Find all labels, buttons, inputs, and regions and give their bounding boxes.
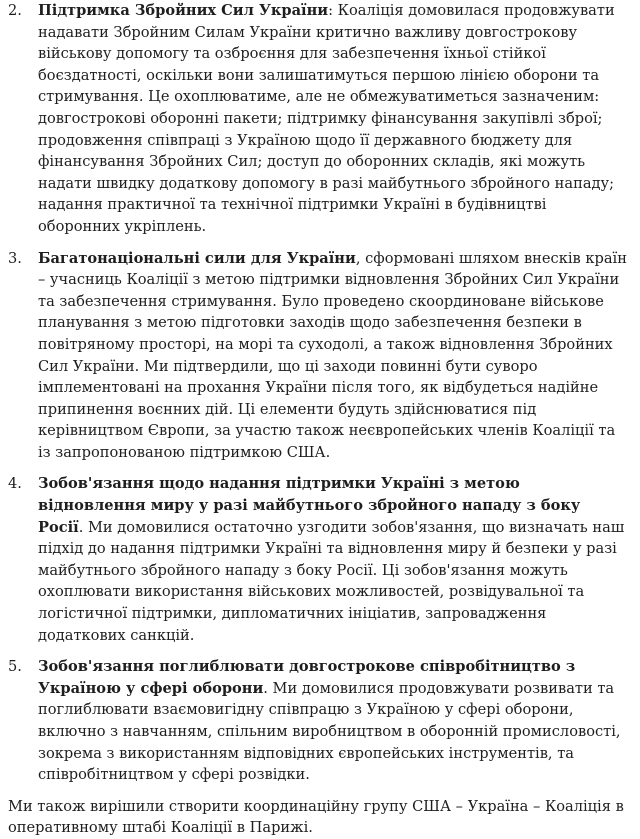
item-text: : Коаліція домовилася продовжувати надавати Збройним Силам України критично важливу довгострокову військову допомогу та озброєння для забезпечення їхньої стійкої боєздатності, оскільки вони залишатимуться першою лінією оборони та стримування. Це охоплюватиме, але не обмежуватиметься зазначеним: довгострокові оборонні пакети; підтримку фінансування закупівлі зброї; продовження співпраці з Україною щодо її державного бюджету для фінансування Збройних Сил; доступ до оборонних складів, які можуть надати швидку додаткову допомогу в разі майбутнього збройного нападу; надання практичної та технічної підтримки Україні в будівництві оборонних укріплень. [38,2,615,235]
item-lead: Підтримка Збройних Сил України [38,2,329,19]
item-text: , сформовані шляхом внесків країн – учасниць Коаліції з метою підтримки відновлення Збройних Сил України та забезпечення стримування. Було проведено скоординоване військове планування з метою підготовки заходів щодо забезпечення безпеки в повітряному просторі, на морі та суходолі, а також відновлення Збройних Сил України. Ми підтвердили, що ці заходи повинні бути суворо імплементовані на прохання України після того, як відбудеться надійне припинення воєнних дій. Ці елементи будуть здійснюватися під керівництвом Європи, за участю також неєвропейських членів Коаліції та із запропонованою підтримкою США. [38,249,627,461]
item-number: 3. [8,249,22,267]
item-number: 5. [8,658,22,676]
list-item [8,656,630,786]
closing-paragraph: Ми також вирішили створити координаційну групу США – Україна – Коаліція в оперативному штабі Коаліції в Парижі. [8,797,624,837]
item-text: . Ми домовилися продовжувати розвивати та поглиблювати взаємовигідну співпрацю з Україною у сфері оборони, включно з навчанням, спільним виробництвом в оборонній промисловості, зокрема з використанням відповідних європейських інструментів, та співробітництвом у сфері розвідки. [38,679,621,784]
item-text: . Ми домовилися остаточно узгодити зобов'язання, що визначать наш підхід до надання підтримки Україні та відновлення миру й безпеки у разі майбутнього збройного нападу з боку Росії. Ці зобов'язання можуть охоплювати використання військових можливостей, розвідувальної та логістичної підтримки, дипломатичних ініціатив, запровадження додаткових санкцій. [38,518,625,644]
item-body [38,473,630,646]
list-item [8,248,630,464]
item-lead: Зобов'язання щодо надання підтримки Україні з метою відновлення миру у разі майбутнього збройного нападу з боку Росії [38,475,581,536]
item-lead: Багатонаціональні сили для України [38,249,356,267]
list-item [8,473,630,646]
item-lead: Зобов'язання поглиблювати довгострокове співробітництво з Україною у сфері оборони [38,658,576,697]
item-body [38,0,630,238]
list-item [8,0,630,238]
item-body [38,248,630,464]
numbered-list [8,0,630,786]
item-body [38,656,630,786]
item-number: 4. [8,475,22,493]
item-number: 2. [8,2,22,19]
